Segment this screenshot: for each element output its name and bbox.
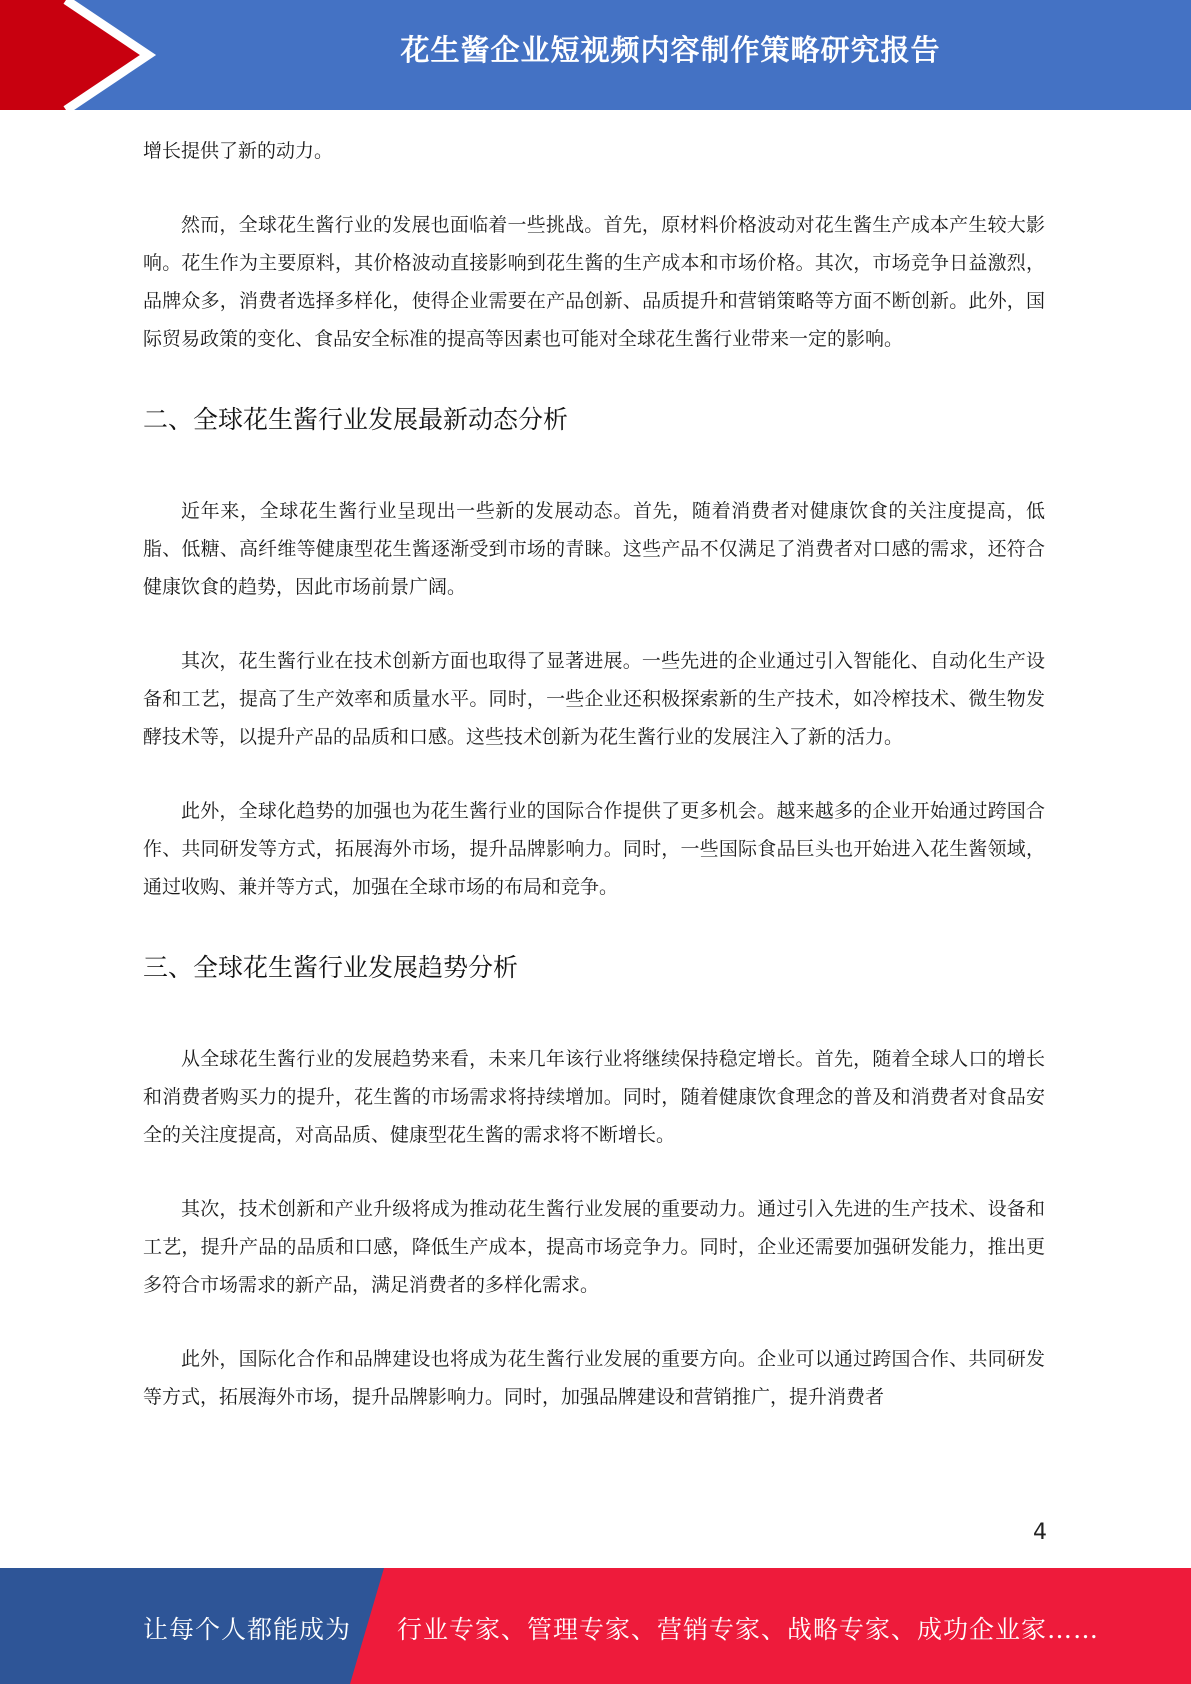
- paragraph-internationalization: 此外，国际化合作和品牌建设也将成为花生酱行业发展的重要方向。企业可以通过跨国合作、共同研发等方式，拓展海外市场，提升品牌影响力。同时，加强品牌建设和营销推广，提升消费者: [143, 1348, 1045, 1408]
- paragraph-globalization: 此外，全球化趋势的加强也为花生酱行业的国际合作提供了更多机会。越来越多的企业开始通过跨国合作、共同研发等方式，拓展海外市场，提升品牌影响力。同时，一些国际食品巨头也开始进入花生酱领域，通过收购、兼并等方式，加强在全球市场的布局和竞争。: [143, 800, 1045, 898]
- paragraph-growth-outlook: 从全球花生酱行业的发展趋势来看，未来几年该行业将继续保持稳定增长。首先，随着全球人口的增长和消费者购买力的提升，花生酱的市场需求将持续增加。同时，随着健康饮食理念的普及和消费者对食品安全的关注度提高，对高品质、健康型花生酱的需求将不断增长。: [143, 1048, 1045, 1146]
- paragraph-tech-innovation: 其次，花生酱行业在技术创新方面也取得了显著进展。一些先进的企业通过引入智能化、自动化生产设备和工艺，提高了生产效率和质量水平。同时，一些企业还积极探索新的生产技术，如冷榨技术、微生物发酵技术等，以提升产品的品质和口感。这些技术创新为花生酱行业的发展注入了新的活力。: [143, 650, 1045, 748]
- page-header: [0, 0, 1191, 110]
- paragraph-health-trend: 近年来，全球花生酱行业呈现出一些新的发展动态。首先，随着消费者对健康饮食的关注度提高，低脂、低糖、高纤维等健康型花生酱逐渐受到市场的青睐。这些产品不仅满足了消费者对口感的需求，还符合健康饮食的趋势，因此市场前景广阔。: [143, 500, 1045, 598]
- section-heading-latest-dynamics: 二、全球花生酱行业发展最新动态分析: [143, 405, 569, 434]
- section-heading-trend-analysis: 三、全球花生酱行业发展趋势分析: [143, 953, 519, 982]
- paragraph-continuation: 增长提供了新的动力。: [143, 140, 334, 162]
- footer-slogan-right: 行业专家、管理专家、营销专家、战略专家、成功企业家……: [397, 1615, 1100, 1644]
- page-footer: [0, 1568, 1191, 1684]
- document-body: [143, 132, 1045, 1416]
- report-title: 花生酱企业短视频内容制作策略研究报告: [400, 33, 941, 67]
- paragraph-industry-upgrade: 其次，技术创新和产业升级将成为推动花生酱行业发展的重要动力。通过引入先进的生产技术、设备和工艺，提升产品的品质和口感，降低生产成本，提高市场竞争力。同时，企业还需要加强研发能力，推出更多符合市场需求的新产品，满足消费者的多样化需求。: [143, 1198, 1045, 1296]
- paragraph-challenges: 然而，全球花生酱行业的发展也面临着一些挑战。首先，原材料价格波动对花生酱生产成本产生较大影响。花生作为主要原料，其价格波动直接影响到花生酱的生产成本和市场价格。其次，市场竞争日益激烈，品牌众多，消费者选择多样化，使得企业需要在产品创新、品质提升和营销策略等方面不断创新。此外，国际贸易政策的变化、食品安全标准的提高等因素也可能对全球花生酱行业带来一定的影响。: [143, 214, 1045, 350]
- footer-slogan-left: 让每个人都能成为: [143, 1615, 352, 1644]
- page-number: 4: [1033, 1520, 1047, 1545]
